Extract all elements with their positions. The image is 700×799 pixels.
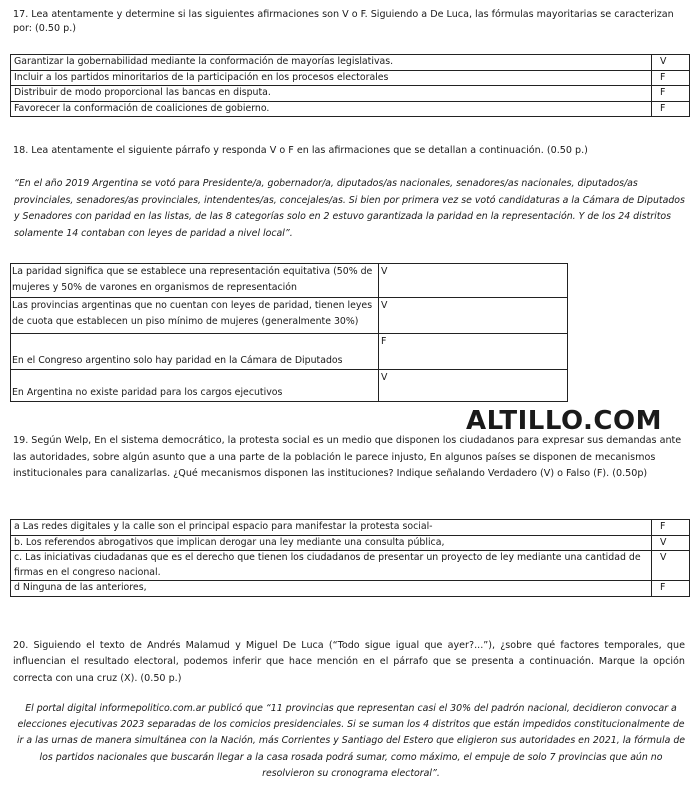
answer-cell[interactable]: F [652,86,690,102]
table-row [11,101,690,117]
answer-cell[interactable]: F [652,581,690,597]
table-row [11,581,690,597]
answer-cell[interactable]: F [652,520,690,536]
statement-cell: La paridad significa que se establece una representación equitativa (50% de mujeres y 50% de varones en organismos de representación [11,264,379,298]
answer-cell[interactable]: F [652,101,690,117]
statement-cell: Garantizar la gobernabilidad mediante la conformación de mayorías legislativas. [11,55,652,71]
altillo-logo: ALTILLO.COM [466,406,662,436]
table-row [11,70,690,86]
statement-cell: Distribuir de modo proporcional las bancas en disputa. [11,86,652,102]
answer-cell[interactable]: F [379,334,568,370]
table-row [11,298,568,334]
answer-cell[interactable]: V [652,551,690,581]
statement-cell: c. Las iniciativas ciudadanas que es el derecho que tienen los ciudadanos de presentar un proyecto de ley mediante una cantidad de firmas en el congreso nacional. [11,551,652,581]
statement-cell: Incluir a los partidos minoritarios de la participación en los procesos electorales [11,70,652,86]
answer-cell[interactable]: V [652,535,690,551]
statement-cell: En Argentina no existe paridad para los cargos ejecutivos [11,370,379,402]
table-row [11,551,690,581]
question-20 [13,638,685,687]
question-19 [13,433,685,483]
question-17-table [10,54,690,117]
answer-cell[interactable]: V [652,55,690,71]
question-20-text: 20. Siguiendo el texto de Andrés Malamud y Miguel De Luca (“Todo sigue igual que ayer?...”), ¿sobre qué factores temporales, que influencian el resultado electoral, podemos inferir que hace mención en el párrafo que se presenta a continuación. Marque la opción correcta con una cruz (X). (0.50 p.) [13,640,685,684]
table-row [11,334,568,370]
statement-cell: Las provincias argentinas que no cuentan con leyes de paridad, tienen leyes de cuota que establecen un piso mínimo de mujeres (generalmente 30%) [11,298,379,334]
question-17-text: 17. Lea atentamente y determine si las siguientes afirmaciones son V o F. Siguiendo a De Luca, las fórmulas mayoritarias se caracterizan por: (0.50 p.) [13,9,674,35]
question-19-text: 19. Según Welp, En el sistema democrático, la protesta social es un medio que disponen los ciudadanos para expresar sus demandas ante las autoridades, sobre algún asunto que a una parte de la población le parece injusto, En algunos países se disponen de mecanismos institucionales para canalizarlas. ¿Qué mecanismos disponen las instituciones? Indique señalando Verdadero (V) o Falso (F). (0.50p) [13,435,682,479]
table-row [11,370,568,402]
statement-cell: a Las redes digitales y la calle son el principal espacio para manifestar la protesta social- [11,520,652,536]
statement-cell: d Ninguna de las anteriores, [11,581,652,597]
answer-cell[interactable]: F [652,70,690,86]
statement-cell: En el Congreso argentino solo hay paridad en la Cámara de Diputados [11,334,379,370]
table-row [11,264,568,298]
table-row [11,535,690,551]
question-18 [13,144,685,158]
answer-cell[interactable]: V [379,370,568,402]
question-20-quote: El portal digital informepolitico.com.ar publicó que “11 provincias que representan casi el 30% del padrón nacional, decidieron convocar a elecciones ejecutivas 2023 separadas de los comicios presidenciales. Si se suman los 4 distritos que están impedidos constitucionalmente de ir a las urnas de manera simultánea con la Nación, más Corrientes y Santiago del Estero que eligieron sus autoridades en 2021, la fórmula de los partidos nacionales que buscarán llegar a la casa rosada podrá sumar, como máximo, el empuje de solo 7 provincias que aún no resolvieron su cronograma electoral”. [16,703,686,779]
statement-cell: b. Los referendos abrogativos que implican derogar una ley mediante una consulta pública, [11,535,652,551]
statement-cell: Favorecer la conformación de coaliciones de gobierno. [11,101,652,117]
question-18-text: 18. Lea atentamente el siguiente párrafo y responda V o F en las afirmaciones que se detallan a continuación. (0.50 p.) [13,145,588,156]
question-17 [13,8,685,37]
question-18-quote: “En el año 2019 Argentina se votó para Presidente/a, gobernador/a, diputados/as nacionales, senadores/as nacionales, diputados/as provinciales, senadores/as provinciales, intendentes/as, concejales/as. Si bien por primera vez se votó candidaturas a la Cámara de Diputados y Senadores con paridad en las listas, de las 8 categorías solo en 2 estuvo garantizada la paridad en la representación. Y de los 24 distritos solamente 14 contaban con leyes de paridad a nivel local”. [14,178,685,240]
answer-cell[interactable]: V [379,298,568,334]
table-row [11,86,690,102]
table-row [11,520,690,536]
question-19-table [10,519,690,597]
table-row [11,55,690,71]
answer-cell[interactable]: V [379,264,568,298]
question-18-table [10,263,568,402]
